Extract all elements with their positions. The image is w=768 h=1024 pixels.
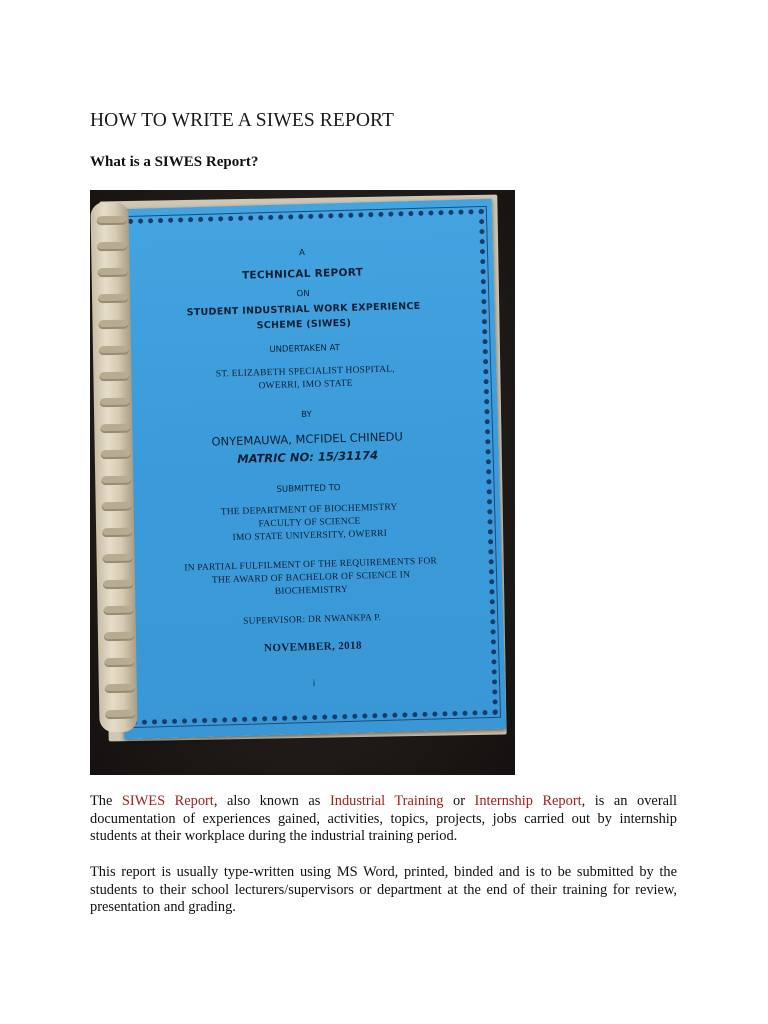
text-run: or	[443, 793, 475, 809]
intro-paragraph	[90, 793, 677, 846]
binding-ring	[97, 216, 127, 226]
usage-paragraph: This report is usually type-written using MS Word, printed, binded and is to be submitted by the students to their school lecturers/supervisors or department at the end of their training for review, presentation and grading.	[90, 864, 677, 916]
cover-submitted-to: SUBMITTED TO	[276, 483, 341, 495]
binding-ring	[101, 476, 131, 486]
cover-dept-line3: IMO STATE UNIVERSITY, OWERRI	[232, 528, 388, 544]
cover-dept-line1: THE DEPARTMENT OF BIOCHEMISTRY	[220, 502, 398, 518]
cover-scheme-line2: SCHEME (SIWES)	[256, 317, 352, 332]
cover-matric: MATRIC NO: 15/31174	[237, 448, 379, 466]
internship-report-link[interactable]: Internship Report	[474, 793, 582, 809]
cover-supervisor: SUPERVISOR: DR NWANKPA P.	[243, 613, 382, 627]
binding-ring	[98, 268, 128, 278]
binding-ring	[98, 294, 128, 304]
industrial-training-link[interactable]: Industrial Training	[329, 793, 444, 809]
binding-ring	[105, 710, 135, 720]
cover-date: NOVEMBER, 2018	[263, 639, 363, 655]
binding-ring	[102, 502, 132, 512]
binding-ring	[101, 450, 131, 460]
binding-ring	[105, 684, 135, 694]
cover-scheme-line1: STUDENT INDUSTRIAL WORK EXPERIENCE	[186, 300, 421, 319]
cover-dept-line2: FACULTY OF SCIENCE	[258, 516, 361, 530]
cover-on: ON	[296, 288, 310, 300]
report-cover	[110, 199, 507, 739]
binding-ring	[100, 398, 130, 408]
cover-author: ONYEMAUWA, MCFIDEL CHINEDU	[211, 429, 404, 449]
cover-place-line2: OWERRI, IMO STATE	[258, 378, 353, 392]
cover-place-line1: ST. ELIZABETH SPECIALIST HOSPITAL,	[215, 364, 395, 380]
binding-ring	[98, 320, 128, 330]
cover-fulfil-line1: IN PARTIAL FULFILMENT OF THE REQUIREMENTS FOR	[184, 556, 438, 574]
cover-by: BY	[301, 409, 312, 421]
binding-ring	[97, 242, 127, 252]
binding-ring	[103, 554, 133, 564]
binding-ring	[102, 528, 132, 538]
binding-ring	[99, 372, 129, 382]
text-run: , also known as	[213, 793, 330, 809]
text-run: , is an overall documentation of experiences gained, activities, topics, projects, jobs carried out by internship students at their workplace during the industrial training period.	[90, 793, 677, 845]
binding-ring	[104, 632, 134, 642]
cover-technical-report: TECHNICAL REPORT	[241, 266, 364, 282]
binding-ring	[100, 424, 130, 434]
cover-page-number: i	[312, 678, 316, 689]
binding-ring	[103, 580, 133, 590]
report-cover-photo	[90, 190, 515, 775]
cover-undertaken-at: UNDERTAKEN AT	[269, 343, 341, 356]
page-title: HOW TO WRITE A SIWES REPORT	[90, 110, 394, 131]
text-run: The	[90, 793, 122, 809]
binding-ring	[99, 346, 129, 356]
binding-ring	[103, 606, 133, 616]
cover-fulfil-line3: BIOCHEMISTRY	[274, 584, 349, 597]
cover-fulfil-line2: THE AWARD OF BACHELOR OF SCIENCE IN	[211, 570, 411, 586]
section-heading: What is a SIWES Report?	[90, 154, 259, 170]
siwes-report-link[interactable]: SIWES Report	[121, 793, 214, 809]
cover-a: A	[298, 248, 306, 259]
binding-ring	[104, 658, 134, 668]
